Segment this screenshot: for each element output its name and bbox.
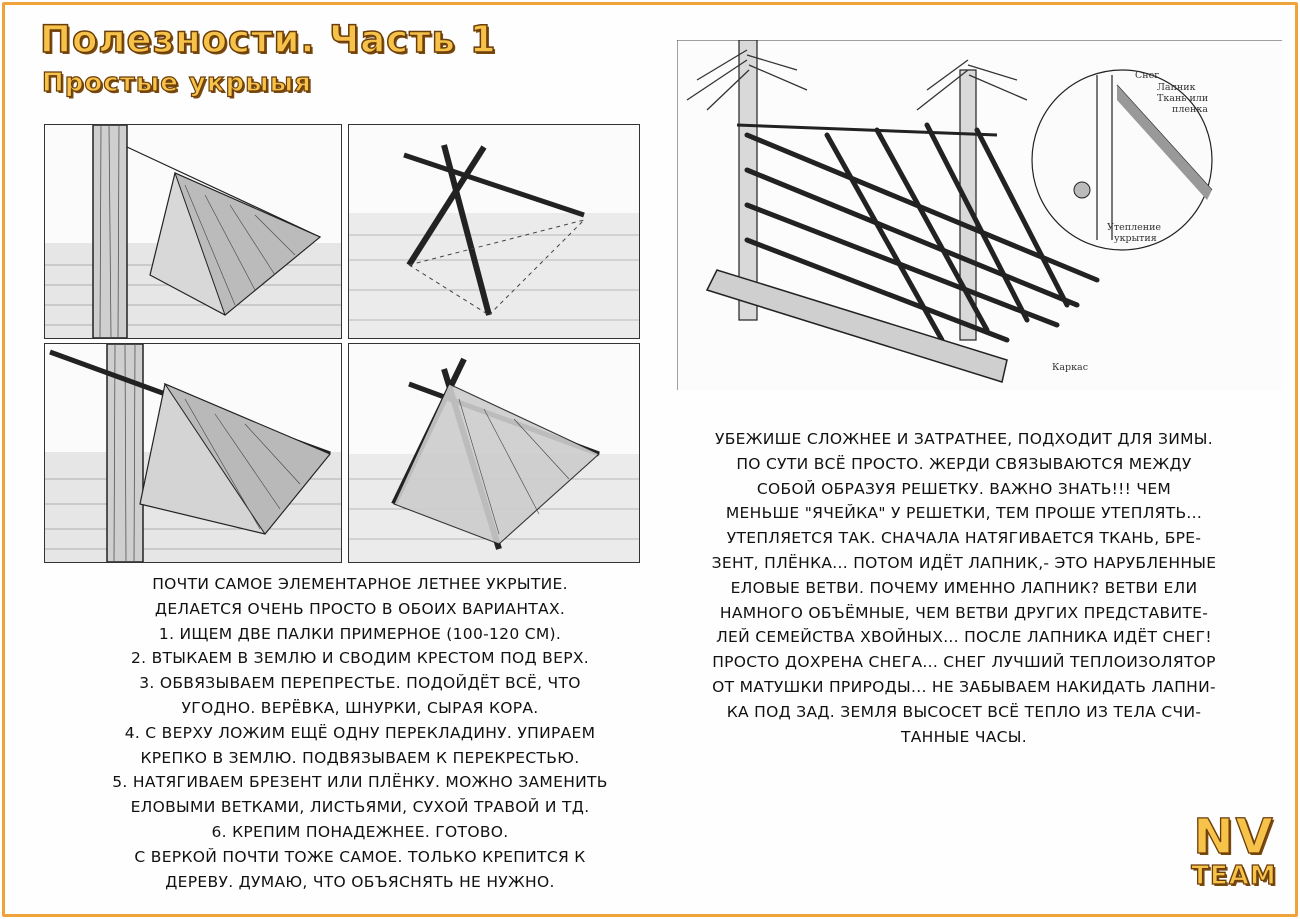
text-line: КА ПОД ЗАД. ЗЕМЛЯ ВЫСОСЕТ ВСЁ ТЕПЛО ИЗ ТЕЛА СЧИ- [726, 702, 1202, 721]
summer-shelter-instructions [40, 572, 680, 894]
inset-label-fir-branches: Лапник [1157, 82, 1196, 93]
text-line: ПОЧТИ САМОЕ ЭЛЕМЕНТАРНОЕ ЛЕТНЕЕ УКРЫТИЕ. [152, 575, 568, 593]
page-title: Полезности. Часть 1 [40, 18, 497, 61]
text-line: КРЕПКО В ЗЕМЛЮ. ПОДВЯЗЫВАЕМ К ПЕРЕКРЕСТЬЮ. [140, 748, 580, 767]
text-line: ЕЛОВЫЕ ВЕТВИ. ПОЧЕМУ ИМЕННО ЛАПНИК? ВЕТВИ ЕЛИ [730, 578, 1198, 597]
text-line: 4. С ВЕРХУ ЛОЖИМ ЕЩЁ ОДНУ ПЕРЕКЛАДИНУ. УПИРАЕМ [124, 723, 596, 742]
text-line: ЛЕЙ СЕМЕЙСТВА ХВОЙНЫХ... ПОСЛЕ ЛАПНИКА ИДЁТ СНЕГ! [716, 628, 1212, 647]
text-line: 6. КРЕПИМ ПОНАДЕЖНЕЕ. ГОТОВО. [211, 822, 509, 841]
text-line: ДЕРЕВУ. ДУМАЮ, ЧТО ОБЪЯСНЯТЬ НЕ НУЖНО. [165, 872, 555, 891]
text-line: ДЕЛАЕТСЯ ОЧЕНЬ ПРОСТО В ОБОИХ ВАРИАНТАХ. [154, 599, 566, 618]
illustration-tree-tarp-variant [44, 343, 342, 563]
nv-team-logo [1188, 809, 1280, 891]
text-line: ТАННЫЕ ЧАСЫ. [900, 727, 1028, 746]
text-line: 5. НАТЯГИВАЕМ БРЕЗЕНТ ИЛИ ПЛЁНКУ. МОЖНО ЗАМЕНИТЬ [112, 773, 608, 792]
text-line: 1. ИЩЕМ ДВЕ ПАЛКИ ПРИМЕРНОЕ (100-120 СМ). [158, 624, 562, 643]
text-line: УТЕПЛЯЕТСЯ ТАК. СНАЧАЛА НАТЯГИВАЕТСЯ ТКАНЬ, БРЕ- [726, 529, 1202, 548]
text-line: 3. ОБВЯЗЫВАЕМ ПЕРЕПРЕСТЬЕ. ПОДОЙДЁТ ВСЁ, ЧТО [139, 674, 581, 693]
logo-line-1: NV [1193, 809, 1275, 865]
text-line: ЗЕНТ, ПЛЁНКА... ПОТОМ ИДЁТ ЛАПНИК,- ЭТО НАРУБЛЕННЫЕ [711, 553, 1217, 572]
text-line: УБЕЖИШЕ СЛОЖНЕЕ И ЗАТРАТНЕЕ, ПОДХОДИТ ДЛЯ ЗИМЫ. [715, 430, 1213, 448]
text-line: ПРОСТО ДОХРЕНА СНЕГА... СНЕГ ЛУЧШИЙ ТЕПЛОИЗОЛЯТОР [712, 653, 1216, 672]
text-line: НАМНОГО ОБЪЁМНЫЕ, ЧЕМ ВЕТВИ ДРУГИХ ПРЕДСТАВИТЕ- [719, 603, 1209, 622]
page-subtitle: Простые укрыыя [42, 68, 312, 98]
inset-label-fabric: Ткань или [1157, 93, 1209, 104]
text-line: ЕЛОВЫМИ ВЕТКАМИ, ЛИСТЬЯМИ, СУХОЙ ТРАВОЙ И ТД. [130, 798, 590, 817]
logo-line-2: TEAM [1191, 861, 1277, 891]
illustration-cross-frame [348, 124, 640, 339]
text-line: ОТ МАТУШКИ ПРИРОДЫ... НЕ ЗАБЫВАЕМ НАКИДАТЬ ЛАПНИ- [712, 677, 1216, 696]
text-line: 2. ВТЫКАЕМ В ЗЕМЛЮ И СВОДИМ КРЕСТОМ ПОД ВЕРХ. [130, 649, 589, 668]
winter-shelter-description [664, 427, 1264, 749]
inset-label-film: пленка [1172, 104, 1208, 115]
inset-label-snow: Снег [1135, 70, 1160, 81]
text-line: ПО СУТИ ВСЁ ПРОСТО. ЖЕРДИ СВЯЗЫВАЮТСЯ МЕЖДУ [736, 454, 1192, 473]
inset-label-shelter: укрытия [1114, 233, 1157, 244]
text-line: УГОДНО. ВЕРЁВКА, ШНУРКИ, СЫРАЯ КОРА. [181, 698, 539, 717]
frame-label: Каркас [1052, 362, 1089, 373]
text-line: С ВЕРКОЙ ПОЧТИ ТОЖЕ САМОЕ. ТОЛЬКО КРЕПИТСЯ К [134, 847, 586, 866]
text-line: МЕНЬШЕ "ЯЧЕЙКА" У РЕШЕТКИ, ТЕМ ПРОШЕ УТЕПЛЯТЬ... [725, 504, 1203, 523]
illustration-tree-tarp [44, 124, 342, 339]
illustration-cross-frame-tarp [348, 343, 640, 563]
inset-label-insulation: Утепление [1107, 222, 1162, 233]
text-line: СОБОЙ ОБРАЗУЯ РЕШЕТКУ. ВАЖНО ЗНАТЬ!!! ЧЕМ [756, 479, 1172, 498]
illustration-lattice-shelter [677, 40, 1282, 390]
